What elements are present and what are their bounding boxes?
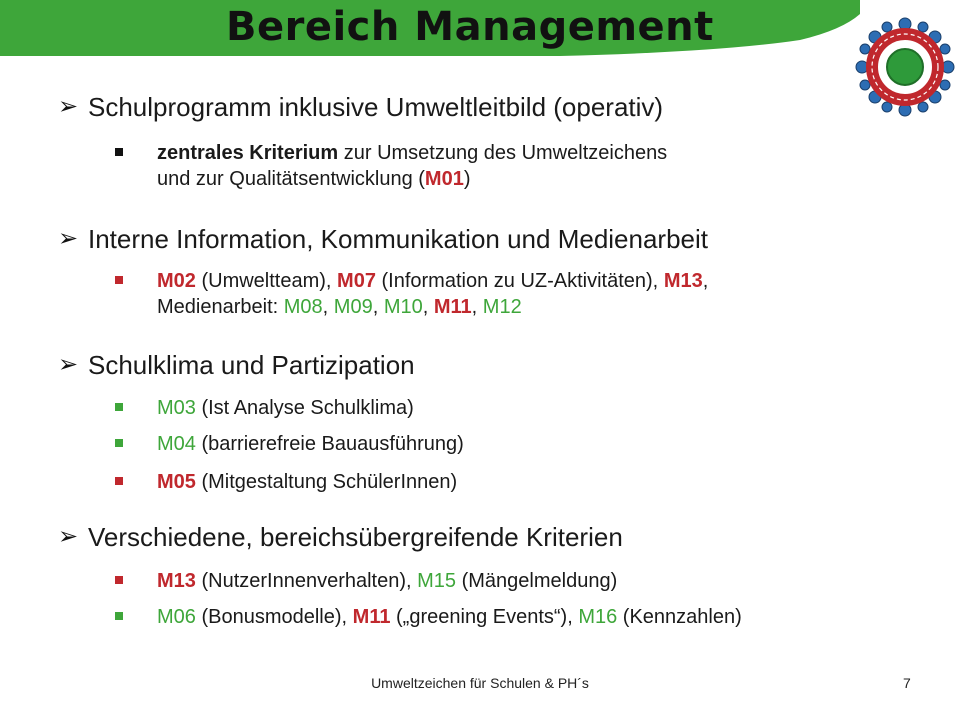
criterion-code: M01	[424, 168, 464, 190]
criterion-code: M08	[283, 296, 323, 318]
bold-lead: zentrales Kriterium	[157, 142, 339, 164]
separator: ,	[372, 296, 384, 318]
bullet-text: Medienarbeit:	[157, 296, 284, 318]
separator: ,	[471, 296, 483, 318]
slide-title: Bereich Management	[226, 4, 714, 50]
section-heading: Interne Information, Kommunikation und Medienarbeit	[88, 224, 709, 254]
bullet-text: (Information zu UZ-Aktivitäten),	[375, 270, 664, 292]
bullet-text: ,	[702, 270, 709, 292]
arrow-bullet-icon: ➢	[58, 93, 79, 120]
criterion-code: M13	[157, 570, 196, 592]
bullet-text: (NutzerInnenverhalten),	[195, 570, 418, 592]
umweltzeichen-logo-icon	[852, 14, 958, 120]
criterion-code: M12	[482, 296, 522, 318]
section-schulklima	[58, 350, 415, 380]
criterion-code: M16	[578, 606, 618, 628]
criterion-code: M05	[157, 471, 196, 493]
bullet-text: („greening Events“),	[390, 606, 579, 628]
square-bullet-icon	[115, 276, 123, 284]
square-bullet-icon	[115, 477, 123, 485]
criterion-code: M11	[352, 606, 391, 628]
bullet-text: (Umweltteam),	[195, 270, 338, 292]
criterion-code: M09	[333, 296, 373, 318]
square-bullet-icon	[115, 576, 123, 584]
criterion-code: M11	[433, 296, 472, 318]
section-schulprogramm	[58, 92, 663, 122]
bullet-text: (Mängelmeldung)	[456, 570, 618, 592]
separator: ,	[322, 296, 334, 318]
section-interne-information	[58, 224, 708, 254]
section-verschiedene	[58, 522, 623, 552]
square-bullet-icon	[115, 148, 123, 156]
criterion-code: M10	[383, 296, 423, 318]
criterion-code: M04	[157, 433, 196, 455]
square-bullet-icon	[115, 403, 123, 411]
bullet-text: zur Umsetzung des Umweltzeichens	[338, 142, 668, 164]
bullet-text: (barrierefreie Bauausführung)	[195, 433, 464, 455]
bullet-text: (Mitgestaltung SchülerInnen)	[195, 471, 458, 493]
bullet-text: und zur Qualitätsentwicklung (	[157, 168, 425, 190]
criterion-code: M02	[157, 270, 196, 292]
criterion-code: M15	[417, 570, 457, 592]
criterion-code: M06	[157, 606, 196, 628]
criterion-code: M07	[337, 270, 376, 292]
square-bullet-icon	[115, 612, 123, 620]
bullet-text: (Ist Analyse Schulklima)	[195, 397, 414, 419]
section-heading: Schulprogramm inklusive Umweltleitbild (operativ)	[88, 92, 664, 122]
square-bullet-icon	[115, 439, 123, 447]
slide-footer: Umweltzeichen für Schulen & PH´s	[371, 675, 589, 691]
arrow-bullet-icon: ➢	[58, 351, 79, 378]
separator: ,	[422, 296, 434, 318]
page-number: 7	[903, 675, 911, 691]
bullet-text: (Bonusmodelle),	[195, 606, 353, 628]
bullet-text: )	[463, 168, 471, 190]
arrow-bullet-icon: ➢	[58, 523, 79, 550]
criterion-code: M03	[157, 397, 196, 419]
bullet-text: (Kennzahlen)	[617, 606, 742, 628]
arrow-bullet-icon: ➢	[58, 225, 79, 252]
section-heading: Schulklima und Partizipation	[88, 350, 415, 380]
criterion-code: M13	[663, 270, 703, 292]
section-heading: Verschiedene, bereichsübergreifende Kriterien	[88, 522, 623, 552]
